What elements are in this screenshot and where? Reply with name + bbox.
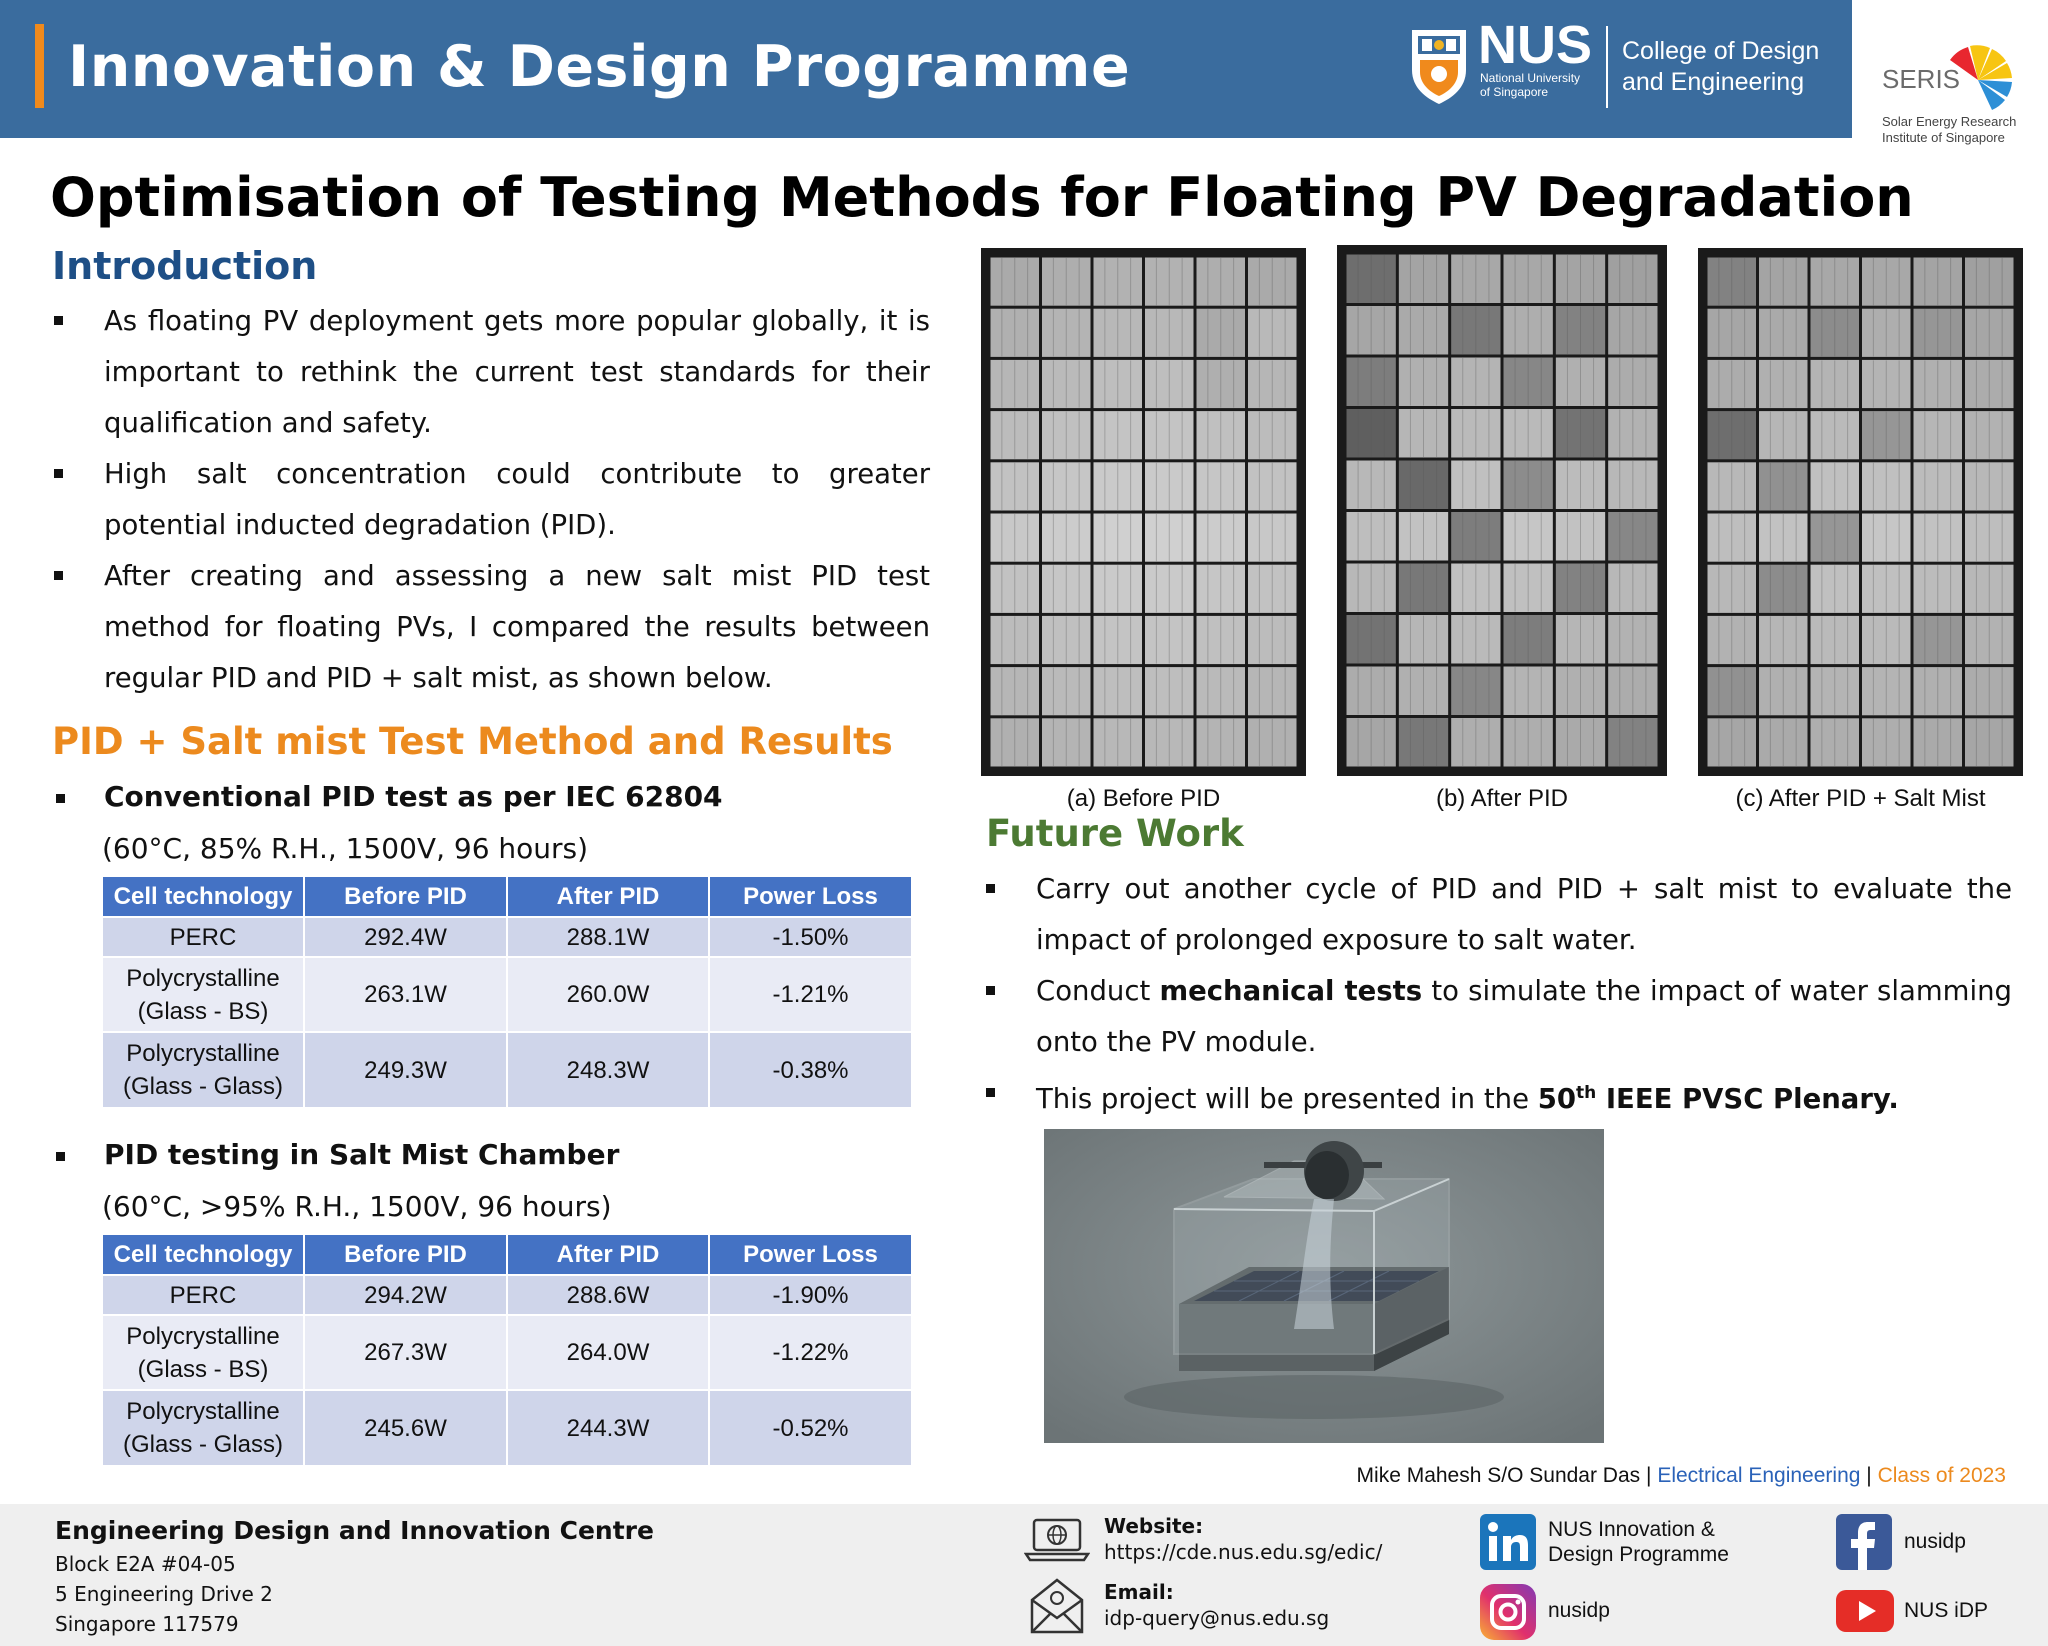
intro-bullet: As floating PV deployment gets more popular globally, it is important to rethink the current test standards for their qualification and safety. bbox=[52, 296, 930, 449]
facebook-icon[interactable] bbox=[1836, 1514, 1892, 1570]
linkedin-label[interactable]: NUS Innovation & Design Programme bbox=[1548, 1518, 1729, 1566]
cell-before: 249.3W bbox=[304, 1032, 507, 1107]
cell-loss: -1.50% bbox=[709, 917, 911, 957]
column-header: After PID bbox=[507, 1235, 709, 1275]
cell-technology: Polycrystalline (Glass - Glass) bbox=[103, 1032, 304, 1107]
column-header: Power Loss bbox=[709, 877, 911, 917]
footer-address-line: 5 Engineering Drive 2 bbox=[55, 1582, 273, 1606]
seris-logo-text: SERIS bbox=[1882, 64, 1961, 94]
linkedin-icon[interactable] bbox=[1480, 1514, 1536, 1570]
author-credit: Mike Mahesh S/O Sundar Das | Electrical Engineering | Class of 2023 bbox=[1356, 1464, 2006, 1487]
test1-results-table bbox=[103, 877, 911, 1107]
cell-after: 288.1W bbox=[507, 917, 709, 957]
cell-technology: Polycrystalline (Glass - BS) bbox=[103, 957, 304, 1032]
instagram-icon[interactable] bbox=[1480, 1584, 1536, 1640]
youtube-icon[interactable] bbox=[1836, 1590, 1894, 1632]
facebook-handle[interactable]: nusidp bbox=[1904, 1530, 1966, 1553]
column-header: Power Loss bbox=[709, 1235, 911, 1275]
test2-results-table bbox=[103, 1235, 911, 1465]
table-row bbox=[103, 1390, 911, 1465]
table-row bbox=[103, 957, 911, 1032]
test1-conditions: (60°C, 85% R.H., 1500V, 96 hours) bbox=[102, 832, 589, 865]
poster-title: Optimisation of Testing Methods for Floating PV Degradation bbox=[50, 166, 1914, 229]
laptop-globe-icon bbox=[1024, 1516, 1090, 1562]
bullet-square-icon bbox=[54, 316, 63, 325]
cell-before: 292.4W bbox=[304, 917, 507, 957]
footer-address-line: Singapore 117579 bbox=[55, 1612, 239, 1636]
future-work-heading: Future Work bbox=[986, 812, 1244, 855]
cell-loss: -1.21% bbox=[709, 957, 911, 1032]
bullet-square-icon bbox=[986, 1088, 995, 1097]
header-accent-bar bbox=[35, 24, 44, 108]
future-work-list bbox=[984, 864, 2012, 1125]
nus-crest-icon bbox=[1408, 26, 1470, 106]
el-image-before-pid bbox=[981, 248, 1306, 776]
logo-divider bbox=[1606, 26, 1608, 108]
introduction-heading: Introduction bbox=[52, 244, 318, 288]
el-image-after-pid-salt-mist bbox=[1698, 248, 2023, 776]
cell-loss: -1.22% bbox=[709, 1315, 911, 1390]
cell-loss: -0.38% bbox=[709, 1032, 911, 1107]
bullet-square-icon bbox=[56, 1152, 65, 1161]
cell-after: 288.6W bbox=[507, 1275, 709, 1315]
intro-bullet: High salt concentration could contribute to greater potential inducted degradation (PID). bbox=[52, 449, 930, 551]
cell-loss: -0.52% bbox=[709, 1390, 911, 1465]
seris-logo-subtitle: Solar Energy Research Institute of Singapore bbox=[1882, 114, 2017, 145]
email-link[interactable]: idp-query@nus.edu.sg bbox=[1104, 1606, 1330, 1630]
footer-org-name: Engineering Design and Innovation Centre bbox=[55, 1516, 654, 1545]
future-bullet: Conduct mechanical tests to simulate the impact of water slamming onto the PV module. bbox=[984, 966, 2012, 1068]
column-header: Cell technology bbox=[103, 877, 304, 917]
table-row bbox=[103, 1275, 911, 1315]
bullet-square-icon bbox=[54, 469, 63, 478]
bullet-square-icon bbox=[56, 794, 65, 803]
test1-title: Conventional PID test as per IEC 62804 bbox=[104, 780, 723, 813]
column-header: Before PID bbox=[304, 1235, 507, 1275]
youtube-channel[interactable]: NUS iDP bbox=[1904, 1599, 1989, 1622]
test2-conditions: (60°C, >95% R.H., 1500V, 96 hours) bbox=[102, 1190, 612, 1223]
cde-logo-text: College of Design and Engineering bbox=[1622, 37, 1820, 96]
future-bullet: This project will be presented in the 50th IEEE PVSC Plenary. bbox=[984, 1068, 2012, 1125]
cell-before: 294.2W bbox=[304, 1275, 507, 1315]
future-bullet: Carry out another cycle of PID and PID + salt mist to evaluate the impact of prolonged exposure to salt water. bbox=[984, 864, 2012, 966]
instagram-handle[interactable]: nusidp bbox=[1548, 1599, 1610, 1622]
email-label: Email: bbox=[1104, 1580, 1174, 1604]
website-label: Website: bbox=[1104, 1514, 1204, 1538]
cell-after: 264.0W bbox=[507, 1315, 709, 1390]
nus-logo-subtitle: National University of Singapore bbox=[1480, 71, 1581, 99]
bullet-square-icon bbox=[986, 884, 995, 893]
salt-water-chamber-render bbox=[1044, 1129, 1604, 1443]
table-row bbox=[103, 1032, 911, 1107]
method-heading: PID + Salt mist Test Method and Results bbox=[52, 720, 893, 763]
cell-before: 267.3W bbox=[304, 1315, 507, 1390]
column-header: Before PID bbox=[304, 877, 507, 917]
table-row bbox=[103, 1315, 911, 1390]
cell-technology: Polycrystalline (Glass - BS) bbox=[103, 1315, 304, 1390]
figure-caption-b: (b) After PID bbox=[1435, 785, 1569, 812]
el-image-after-pid bbox=[1337, 245, 1667, 776]
cell-before: 245.6W bbox=[304, 1390, 507, 1465]
cell-after: 260.0W bbox=[507, 957, 709, 1032]
column-header: After PID bbox=[507, 877, 709, 917]
cell-before: 263.1W bbox=[304, 957, 507, 1032]
cell-technology: Polycrystalline (Glass - Glass) bbox=[103, 1390, 304, 1465]
envelope-at-icon bbox=[1028, 1576, 1086, 1636]
cell-after: 244.3W bbox=[507, 1390, 709, 1465]
bullet-square-icon bbox=[986, 986, 995, 995]
nus-logo-text: NUS bbox=[1478, 15, 1593, 75]
table-row bbox=[103, 917, 911, 957]
website-link[interactable]: https://cde.nus.edu.sg/edic/ bbox=[1104, 1540, 1383, 1564]
cell-technology: PERC bbox=[103, 917, 304, 957]
cell-after: 248.3W bbox=[507, 1032, 709, 1107]
programme-title: Innovation & Design Programme bbox=[68, 34, 1131, 100]
test2-title: PID testing in Salt Mist Chamber bbox=[104, 1138, 619, 1171]
figure-caption-c: (c) After PID + Salt Mist bbox=[1735, 785, 1986, 812]
figure-caption-a: (a) Before PID bbox=[1066, 785, 1221, 812]
cell-technology: PERC bbox=[103, 1275, 304, 1315]
intro-bullet: After creating and assessing a new salt mist PID test method for floating PVs, I compared the results between regular PID and PID + salt mist, as shown below. bbox=[52, 551, 930, 704]
introduction-list bbox=[52, 296, 930, 704]
column-header: Cell technology bbox=[103, 1235, 304, 1275]
footer-address-line: Block E2A #04-05 bbox=[55, 1552, 236, 1576]
bullet-square-icon bbox=[54, 571, 63, 580]
cell-loss: -1.90% bbox=[709, 1275, 911, 1315]
